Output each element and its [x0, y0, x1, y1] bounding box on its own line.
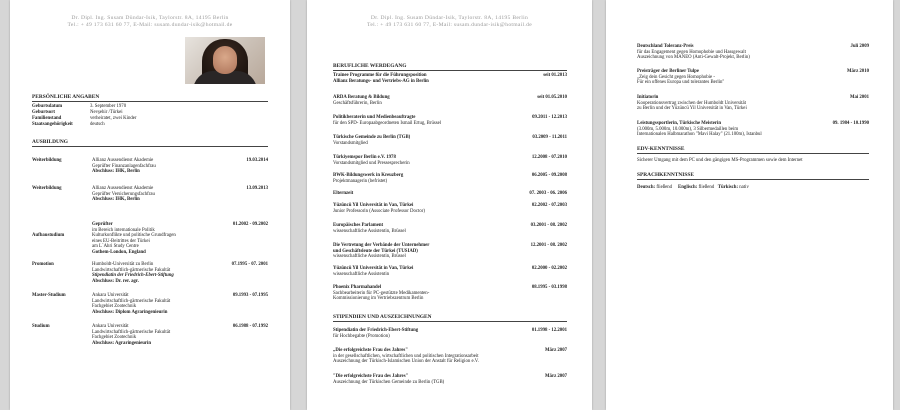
education-scholarship: Stipendiatin der Friedrich-Ebert-Stiftung [92, 273, 174, 279]
education-line: im Bereich internationale Politik [92, 227, 155, 233]
work-title: Yüzüncü Yil Universität in Van, Türkei [333, 203, 414, 208]
education-date: 19.03.2014 [246, 158, 268, 163]
header-address: Dr. Dipl. Ing. Susam Dündar-Isik, Taylorstr. 8A, 14195 Berlin [71, 15, 229, 21]
award-title: Leistungssportlerin, Türkische Meisterin [637, 121, 721, 126]
language-name: Türkisch: [717, 185, 739, 190]
work-entry [333, 285, 567, 302]
work-date: seit 01.2013 [543, 73, 567, 78]
work-date: 02.2000 - 02.2002 [531, 266, 567, 271]
work-date: 03.2001 - 08. 2002 [530, 223, 567, 228]
cv-page-2 [307, 0, 592, 410]
page-header [10, 15, 290, 29]
work-subtitle: für den SPD- Europaabgeordneten Ismail Ertug, Brüssel [333, 120, 442, 126]
education-degree: Abschluss: Dr. rer. agr. [92, 278, 139, 284]
education-entry [32, 324, 268, 346]
education-degree: Gothem-London, England [92, 249, 146, 255]
education-entry [32, 186, 268, 203]
work-subtitle: wissenschaftliche Assistentin, Brüssel [333, 254, 406, 260]
education-line: Kulturkonflikte und politische Grundfragen [92, 233, 176, 239]
education-date: 09.1993 - 07.1995 [232, 293, 268, 298]
work-title: Phoenix Pharmahandel [333, 285, 382, 290]
language-level: fließend [698, 185, 715, 190]
work-entry [333, 95, 567, 106]
education-date: 06.1988 - 07.1992 [232, 324, 268, 329]
language-level: fließend [656, 185, 673, 190]
award-subtitle: „Zeig dein Gesicht gegen Homophobie - [637, 74, 715, 80]
education-line: Allianz Aussendienst Akademie [92, 186, 154, 191]
work-subtitle: Geschäftsführerin, Berlin [333, 100, 382, 106]
work-subtitle: Sachbearbeiterin für PC-gestützte Medikamenten- [333, 290, 430, 296]
education-label: Weiterbildung [32, 158, 62, 163]
award-date: März 2010 [847, 69, 869, 74]
personal-value: deutsch [90, 122, 105, 127]
award-entry [637, 95, 869, 112]
work-title: Europäisches Parlament [333, 223, 384, 228]
award-date: Juli 2009 [850, 44, 869, 49]
portrait-photo [185, 37, 265, 84]
work-subtitle-2: Kommissionierung im Vertriebszentrum Berlin [333, 296, 424, 302]
education-line: Allianz Aussendienst Akademie [92, 158, 154, 163]
page-header [307, 15, 592, 29]
personal-info [32, 104, 268, 128]
education-label: Aufbaustudium [32, 233, 65, 238]
work-date: 08.1995 - 03.1998 [531, 285, 567, 290]
award-subtitle: (3.000m, 5.000m, 10.000m), 3 Silbermedaillen beim [637, 126, 739, 132]
education-degree: Abschluss: Diplom Agraringenieurin [92, 309, 168, 315]
award-title: Stipendiatin der Friedrich-Ebert-Stiftung [333, 328, 419, 333]
header-contact: Tel.: + 49 173 631 60 77, E-Mail: susam.dundar-isik@hotmail.de [67, 22, 233, 28]
work-subtitle: Vorstandsmitglied [333, 140, 368, 146]
work-subtitle: Vorstandsmitglied und Pressesprecherin [333, 160, 410, 166]
education-line: Humboldt-Universität zu Berlin [92, 262, 154, 267]
section-title-languages: SPRACHKENNTNISSE [637, 172, 869, 180]
language-name: Englisch: [678, 185, 698, 190]
award-title: Preisträger der Berliner Tulpe [637, 69, 699, 74]
award-entry [333, 348, 567, 365]
award-title: „Die erfolgreichste Frau des Jahres" [333, 348, 408, 353]
award-subtitle-2: zu Berlin und der Yüzüncü Yil Universität in Van, Türkei [637, 106, 747, 112]
education-date: 01.2002 - 09.2002 [232, 222, 268, 227]
language-list [637, 185, 869, 191]
award-entry [637, 69, 869, 86]
work-title: Türkiyemspor Berlin e.V. 1978 [333, 155, 396, 160]
award-subtitle: für das Engagement gegen Homophobie und Hassgewalt [637, 49, 746, 55]
award-date: 01.1998 - 12.2001 [531, 328, 567, 333]
award-date: März 2007 [545, 348, 567, 353]
award-entry [333, 374, 567, 385]
education-line: Ankara Universität [92, 324, 129, 329]
education-line: Landwirtschaftlich-gärtnerische Fakultät [92, 298, 171, 304]
education-line: Geprüfter Versicherungsfachfrau [92, 191, 155, 197]
education-degree: Abschluss: IHK, Berlin [92, 169, 140, 175]
education-line: Geprüfter Finanzanlagenfachfrau [92, 163, 156, 169]
education-label: Promotion [32, 262, 54, 267]
work-entry [333, 115, 567, 126]
personal-key: Staatsangehörigkeit [32, 122, 73, 127]
work-title: Trainee Programme für die Führungsposition [333, 73, 427, 78]
award-title: "Die erfolgreichste Frau des Jahres" [333, 374, 409, 379]
work-title: ARDA Beratung & Bildung [333, 95, 390, 100]
language-level: nativ [739, 185, 749, 190]
work-title: Türkische Gemeinde zu Berlin (TGB) [333, 135, 411, 140]
education-entry [32, 262, 268, 284]
education-label: Studium [32, 324, 50, 329]
work-date: 06.2005 - 09.2008 [531, 173, 567, 178]
work-title: Politikberaterin und Medienbeauftragte [333, 115, 416, 120]
personal-value: 3. September 1970 [90, 104, 127, 109]
work-entry [333, 135, 567, 146]
award-subtitle-2: Auszeichnung von MANEO (Anti-Gewalt-Projekt, Berlin) [637, 55, 750, 61]
work-entry [333, 223, 567, 234]
work-title-line2: und Geschäftsleute der Türkei (TUSIAD) [333, 248, 418, 254]
award-date: März 2007 [545, 374, 567, 379]
cv-page-3 [606, 0, 893, 410]
work-date: 02.2002 - 07.2003 [531, 203, 567, 208]
award-subtitle: in der gesellschaftlichen, wirtschaftlichen und politischen Integrationsarbeit [333, 353, 479, 359]
education-date: 13.09.2013 [246, 186, 268, 191]
award-entry [333, 328, 567, 339]
section-title-education: AUSBILDUNG [32, 139, 268, 147]
personal-key: Familienstand [32, 116, 62, 121]
education-date: 07.1995 - 07. 2001 [231, 262, 268, 267]
personal-row [32, 122, 268, 128]
education-line: eines EU-Beitrittes der Türkei [92, 238, 150, 244]
education-label: Weiterbildung [32, 186, 62, 191]
award-subtitle-2: Auszeichnung der Türkisch-Islamischen Union der Anstalt für Religion e.V. [333, 359, 479, 365]
work-entry [333, 155, 567, 166]
work-date: seit 01.05.2010 [537, 95, 567, 100]
personal-key: Geburtsdatum [32, 104, 63, 109]
cv-page-1 [10, 0, 290, 410]
work-date: 12.2001 - 08. 2002 [530, 243, 567, 248]
education-entry [32, 158, 268, 175]
work-entry [333, 73, 567, 84]
work-date: 09.2011 - 12.2013 [532, 115, 567, 120]
education-head: Geprüfter [92, 222, 113, 227]
work-subtitle: wissenschaftliche Assistentin [333, 271, 390, 277]
work-subtitle: Junior Professorin (Associate Professor Doctor) [333, 208, 425, 214]
work-entry [333, 203, 567, 214]
work-title: Die Vertretung der Verbände der Unternehmer [333, 243, 430, 248]
award-subtitle: für Hochbegabte (Promotion) [333, 333, 390, 339]
award-subtitle: Kooperationsvertrag zwischen der Humboldt Universität [637, 100, 746, 106]
work-title: BWK-Bildungswerk in Kreuzberg [333, 173, 404, 178]
work-subtitle: Allianz Beratungs- und Vertriebs-AG in Berlin [333, 78, 429, 84]
section-title-work: BERUFLICHE WERDEGANG [333, 63, 567, 71]
education-degree: Abschluss: IHK, Berlin [92, 197, 140, 203]
work-date: 12.2008 - 07.2010 [531, 155, 567, 160]
education-degree: Abschluss: Agraringenieurin [92, 340, 152, 346]
award-title: Initiatorin [637, 95, 659, 100]
personal-key: Geburtsort [32, 110, 55, 115]
education-line: Landwirtschaftlich-gärtnerische Fakultät [92, 329, 171, 335]
education-label: Master-Studium [32, 293, 66, 298]
work-title: Yüzüncü Yil Universität in Van, Türkei [333, 266, 414, 271]
section-title-edv: EDV-KENNTNISSE [637, 146, 869, 154]
education-line: Ankara Universität [92, 293, 129, 298]
education-line: Fachgebiet Zootechnik [92, 335, 137, 341]
education-entry [32, 222, 268, 256]
work-subtitle: wissenschaftliche Assistentin, Brüssel [333, 228, 406, 234]
personal-value: Nevşehir /Türkei [90, 110, 123, 115]
work-title: Elternzeit [333, 191, 354, 196]
header-contact: Tel.: + 49 173 631 60 77, E-Mail: susam.dundar-isik@hotmail.de [367, 22, 532, 28]
section-title-awards: STIPENDIEN UND AUSZEICHNUNGEN [333, 314, 567, 322]
language-name: Deutsch: [637, 185, 656, 190]
work-entry [333, 191, 567, 197]
education-line: am L´Ahri Study Centre [92, 244, 139, 250]
award-date: 09. 1984 - 10.1990 [832, 121, 869, 126]
award-subtitle: Auszeichnung der Türkischen Gemeinde zu Berlin (TGB) [333, 379, 445, 385]
work-subtitle: Projektmanagerin (befristet) [333, 178, 388, 184]
work-entry [333, 173, 567, 184]
award-date: Mai 2001 [849, 95, 869, 100]
header-address: Dr. Dipl. Ing. Susam Dündar-Isik, Taylorstr. 8A, 14195 Berlin [370, 15, 529, 21]
award-subtitle-2: Für ein offenes Europa und tolerantes Berlin" [637, 80, 725, 86]
section-title-personal: PERSÖNLICHE ANGABEN [32, 94, 268, 102]
edv-text: Sicherer Umgang mit dem PC und den gängigen MS-Programmen sowie dem Internet [637, 158, 803, 163]
work-date: 07. 2003 - 06. 2006 [529, 191, 567, 196]
education-line: Landwirtschaftlich-gärtnerische Fakultät [92, 267, 171, 273]
work-entry [333, 266, 567, 277]
award-subtitle-2: Internationalen Halbmarathon "Mavi Halay" (21.100m), Istanbul [637, 132, 762, 138]
award-entry [637, 121, 869, 138]
work-entry [333, 243, 567, 260]
education-entry [32, 293, 268, 315]
personal-value: verheiratet, zwei Kinder [90, 116, 137, 121]
award-title: Deutschland Toleranz-Preis [637, 44, 694, 49]
work-date: 03.2009 - 11.2011 [532, 135, 567, 140]
education-line: Fachgebiet Zootechnik [92, 304, 137, 310]
award-entry [637, 44, 869, 61]
